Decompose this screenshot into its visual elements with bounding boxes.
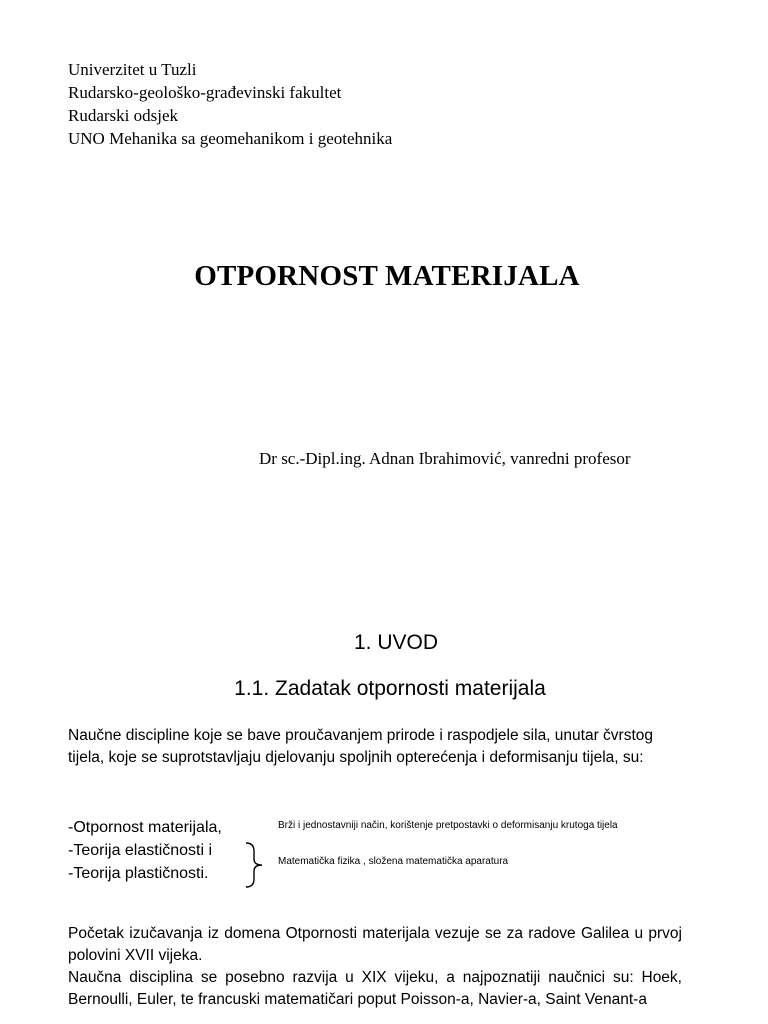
- author-line: Dr sc.-Dipl.ing. Adnan Ibrahimović, vanredni profesor: [259, 449, 631, 468]
- document-title: OTPORNOST MATERIJALA: [194, 260, 580, 292]
- course-name: UNO Mehanika sa geomehanikom i geotehnika: [68, 129, 393, 148]
- history-text: [68, 923, 682, 1011]
- section-heading: 1. UVOD: [353, 631, 439, 654]
- faculty-name: Rudarsko-geološko-građevinski fakultet: [68, 83, 342, 102]
- body-paragraph: Početak izučavanja iz domena Otpornosti materijala vezuje se za radove Galilea u prvoj polovini XVII vijeka.: [68, 925, 682, 964]
- curly-brace-icon: [242, 842, 272, 888]
- intro-paragraph: Naučne discipline koje se bave proučavanjem prirode i raspodjele sila, unutar čvrstog tijela, koje se suprotstavljaju djelovanju spoljnih opterećenja i deformisanju tijela, su:: [68, 727, 654, 766]
- annotation-note: Brži i jednostavniji način, korištenje pretpostavki o deformisanju krutoga tijela: [278, 820, 618, 831]
- discipline-list: [68, 816, 222, 885]
- body-paragraph: Naučna disciplina se posebno razvija u XIX vijeku, a najpoznatiji naučnici su: Hoek, Bernoulli, Euler, te francuski matematičari poput Poisson-a, Navier-a, Saint Venant-a: [68, 969, 682, 1008]
- discipline-item: -Teorija plastičnosti.: [68, 865, 209, 882]
- institution-header: [68, 58, 392, 150]
- subsection-heading: 1.1. Zadatak otpornosti materijala: [234, 677, 546, 700]
- discipline-item: -Teorija elastičnosti i: [68, 842, 213, 859]
- annotation-note: Matematička fizika , složena matematička aparatura: [278, 856, 509, 867]
- department-name: Rudarski odsjek: [68, 106, 179, 125]
- discipline-item: -Otpornost materijala,: [68, 819, 222, 836]
- university-name: Univerzitet u Tuzli: [68, 60, 197, 79]
